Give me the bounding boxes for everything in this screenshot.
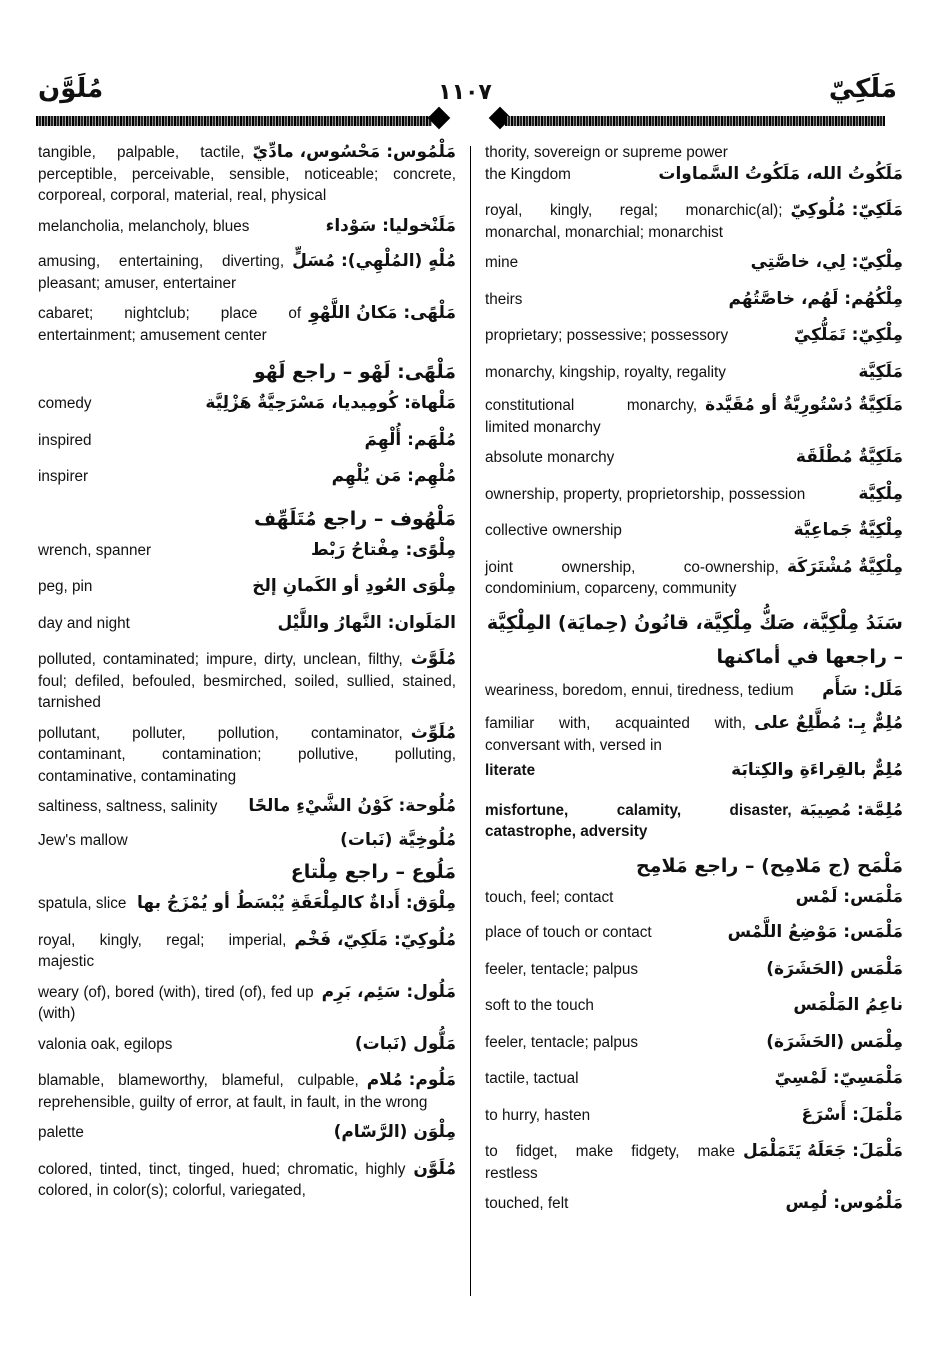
dictionary-entry <box>38 430 456 452</box>
english-definition: to hurry, hasten <box>485 1105 903 1127</box>
dictionary-entry <box>485 1105 903 1127</box>
english-definition: ownership, property, proprietorship, possession <box>485 484 903 506</box>
arabic-headword: مَلَكِيّ: مُلُوكِيّ <box>790 200 903 220</box>
arabic-headword: مَلْهاة: كُومِيديا، مَسْرَحِيَّةٌ هَزْلِيَّة <box>205 393 456 413</box>
arabic-headword: مُلُوكِيّ: مَلَكِيّ، فَخْم <box>294 929 456 950</box>
dictionary-entry <box>38 1122 456 1144</box>
english-definition: weary (of), bored (with), tired (of), fed up (with) <box>38 982 456 1025</box>
dictionary-entry <box>485 1032 903 1054</box>
arabic-headword: مَلَكُوتُ الله، مَلَكُوتُ السَّماوات <box>658 163 903 184</box>
english-definition: thority, sovereign or supreme power <box>485 144 728 161</box>
arabic-headword: مُلِمٌّ بِـ: مُطَّلِعٌ على <box>754 713 903 733</box>
dictionary-entry <box>485 557 903 600</box>
arabic-headword: مُلِمٌّ بالقِراءَةِ والكِتابَة <box>731 760 903 780</box>
dictionary-entry <box>485 447 903 469</box>
dictionary-entry <box>485 164 903 186</box>
arabic-headword: مَلَل: سَأَم <box>822 679 903 700</box>
dictionary-entry <box>485 520 903 542</box>
dictionary-entry <box>38 466 456 488</box>
dictionary-entry <box>485 849 903 883</box>
english-definition: familiar with, acquainted with, conversant with, versed in <box>485 713 903 756</box>
right-guide-word: مَلَكِيّ <box>828 74 897 104</box>
english-definition: melancholia, melancholy, blues <box>38 216 456 238</box>
english-definition: comedy <box>38 393 456 415</box>
dictionary-entry <box>38 142 456 207</box>
dictionary-entry <box>38 502 456 536</box>
arabic-headword: المَلَوان: النَّهارُ واللَّيْل <box>277 612 456 633</box>
arabic-headword: مَلْهًى: مَكانُ اللَّهْوِ <box>309 303 456 323</box>
english-definition: valonia oak, egilops <box>38 1034 456 1056</box>
dictionary-entry <box>38 216 456 238</box>
arabic-headword: مَلْمَس: مَوْضِعُ اللَّمْس <box>727 922 903 942</box>
dictionary-entry <box>38 251 456 294</box>
arabic-headword: مِلْكِيَّةٌ جَماعِيَّة <box>793 520 903 540</box>
dictionary-entry <box>485 1068 903 1090</box>
dictionary-entry <box>38 540 456 562</box>
arabic-headword: مَلَنْخوليا: سَوْداء <box>325 215 456 236</box>
arabic-headword: مَلْهُوف – راجع مُتَلَهِّف <box>254 507 456 530</box>
dictionary-entry <box>38 613 456 635</box>
dictionary-entry <box>485 680 903 702</box>
arabic-headword: مِلْكِيّ: تَمَلُّكِيّ <box>793 325 903 345</box>
arabic-headword: مَلَكِيَّةٌ دُسْتُورِيَّةٌ أو مُقَيَّدة <box>705 395 903 415</box>
arabic-headword: مَلْمَسِيّ: لَمْسِيّ <box>774 1068 903 1088</box>
english-definition: day and night <box>38 613 456 635</box>
arabic-headword: مَلُول: سَئِم، بَرِم <box>321 981 456 1002</box>
dictionary-entry <box>485 760 903 782</box>
dictionary-entry <box>485 395 903 438</box>
arabic-headword: مُلَوِّث <box>410 722 456 743</box>
english-definition: proprietary; possessive; possessory <box>485 325 903 347</box>
dictionary-entry <box>485 959 903 981</box>
dictionary-entry <box>38 796 456 818</box>
arabic-headword: مَلْهًى: لَهْو – راجع لَهْو <box>253 361 456 383</box>
english-definition: soft to the touch <box>485 995 903 1017</box>
arabic-headword: مَلْمَح (ج مَلامِح) – راجع مَلامِح <box>635 854 903 877</box>
english-definition: polluted, contaminated; impure, dirty, unclean, filthy, foul; defiled, befouled, besmirched, soiled, sullied, stained, tarnished <box>38 651 456 711</box>
dictionary-entry <box>38 1159 456 1202</box>
english-definition: constitutional monarchy, limited monarchy <box>485 395 903 438</box>
english-definition: wrench, spanner <box>38 540 456 562</box>
right-column <box>485 142 903 1215</box>
arabic-headword: مَلْمَس: لَمْس <box>795 886 903 907</box>
english-definition: touched, felt <box>485 1193 903 1215</box>
arabic-headword: مُلْهٍ (المُلْهِي): مُسَلٍّ <box>292 251 456 271</box>
arabic-headword: مِلْمَس (الحَشَرَة) <box>766 1031 903 1052</box>
arabic-headword: مَلُوم: مُلام <box>366 1070 456 1090</box>
arabic-headword: مَلُّول (نَبات) <box>354 1033 456 1054</box>
dictionary-entry <box>485 800 903 843</box>
dictionary-entry <box>485 200 903 243</box>
arabic-headword: مُلَوَّن <box>413 1158 456 1179</box>
dictionary-entry <box>485 325 903 347</box>
dictionary-entry <box>38 1070 456 1113</box>
english-definition: Jew's mallow <box>38 830 456 852</box>
arabic-headword: مُلْهِم: مَن يُلْهِم <box>331 466 456 486</box>
header-rule-left <box>36 116 432 126</box>
dictionary-entry <box>485 922 903 944</box>
english-definition: cabaret; nightclub; place of entertainment; amusement center <box>38 303 456 346</box>
arabic-headword: مَلْمُوس: مَحْسُوس، مادِّيّ <box>252 142 456 162</box>
dictionary-entry <box>485 252 903 274</box>
left-guide-word: مُلَوَّن <box>38 74 104 104</box>
english-definition: tangible, palpable, tactile, perceptible, perceivable, sensible, noticeable; concrete, corporeal, corporal, material, real, physical <box>38 144 456 204</box>
arabic-headword: مِلْكِيَّة <box>858 483 903 504</box>
dictionary-entry <box>485 362 903 384</box>
arabic-headword: مِلْكِيَّةٌ مُشْتَرَكَة <box>786 556 903 577</box>
column-divider <box>470 146 471 1296</box>
dictionary-entry <box>485 484 903 506</box>
dictionary-entry <box>38 982 456 1025</box>
arabic-headword: مُلُوخِيَّة (نَبات) <box>340 829 456 850</box>
dictionary-entry <box>38 576 456 598</box>
dictionary-entry <box>38 393 456 415</box>
arabic-headword: مِلْكُهُم: لَهُم، خاصَّتُهُم <box>728 288 903 309</box>
arabic-headword: مَلْمَس (الحَشَرَة) <box>766 958 903 979</box>
dictionary-entry <box>38 649 456 714</box>
arabic-headword: مُلِمَّة: مُصِيبَة <box>799 799 903 820</box>
dictionary-entry <box>485 1141 903 1184</box>
english-definition: collective ownership <box>485 520 903 542</box>
arabic-headword: مَلْمُوس: لُمِس <box>785 1193 903 1213</box>
english-definition: saltiness, saltness, salinity <box>38 796 456 818</box>
english-definition: amusing, entertaining, diverting, pleasant; amuser, entertainer <box>38 251 456 294</box>
dictionary-entry <box>485 887 903 909</box>
english-definition: mine <box>485 252 903 274</box>
english-definition: feeler, tentacle; palpus <box>485 959 903 981</box>
english-definition: inspired <box>38 430 456 452</box>
english-definition: colored, tinted, tinct, tinged, hued; chromatic, highly colored, in color(s); colorful, variegated, <box>38 1159 456 1202</box>
arabic-headword: مُلْهَم: أُلْهِمَ <box>364 429 456 450</box>
english-definition: blamable, blameworthy, blameful, culpable, reprehensible, guilty of error, at fault, in fault, in the wrong <box>38 1070 456 1113</box>
english-definition: peg, pin <box>38 576 456 598</box>
english-definition: weariness, boredom, ennui, tiredness, tedium <box>485 680 903 702</box>
arabic-headword: مَلُوع – راجع مِلْتاع <box>290 861 456 883</box>
english-definition: to fidget, make fidgety, make restless <box>485 1141 903 1184</box>
arabic-headword: مَلْمَلَ: أَسْرَعَ <box>801 1104 903 1125</box>
english-definition: feeler, tentacle; palpus <box>485 1032 903 1054</box>
arabic-headword: سَنَدُ مِلْكِيَّة، صَكُّ مِلْكِيَّة، قانُونُ (حِمايَة) المِلْكِيَّة – راجعها في أماكنها <box>486 611 903 668</box>
english-definition: the Kingdom <box>485 164 903 186</box>
english-definition: theirs <box>485 289 903 311</box>
english-definition: place of touch or contact <box>485 922 903 944</box>
english-definition: touch, feel; contact <box>485 887 903 909</box>
arabic-headword: مَلْمَلَ: جَعَلَهُ يَتَمَلْمَل <box>743 1141 903 1161</box>
arabic-headword: مُلُوحة: كَوْنُ الشَّيْءِ مالحًا <box>248 796 456 816</box>
arabic-headword: مَلَكِيَّةٌ مُطْلَقَة <box>795 447 903 467</box>
english-definition: absolute monarchy <box>485 447 903 469</box>
english-definition: tactile, tactual <box>485 1068 903 1090</box>
arabic-headword: مَلَكِيَّة <box>858 361 903 382</box>
english-definition: monarchy, kingship, royalty, regality <box>485 362 903 384</box>
header-rule-right <box>505 116 885 126</box>
english-definition: literate <box>485 760 903 782</box>
dictionary-entry <box>485 995 903 1017</box>
dictionary-entry <box>485 713 903 756</box>
dictionary-entry <box>485 1193 903 1215</box>
dictionary-entry <box>38 303 456 346</box>
dictionary-entry <box>38 723 456 788</box>
dictionary-entry <box>485 289 903 311</box>
page-number: ١١٠٧ <box>438 80 492 105</box>
dictionary-entry <box>485 606 903 674</box>
dictionary-entry <box>38 1034 456 1056</box>
dictionary-entry <box>38 355 456 389</box>
english-definition: misfortune, calamity, disaster, catastrophe, adversity <box>485 800 903 843</box>
dictionary-entry <box>38 893 456 915</box>
arabic-headword: مِلْكِيّ: لِي، خاصَّتِي <box>750 252 903 272</box>
arabic-headword: مُلَوَّث <box>410 649 456 669</box>
dictionary-entry <box>38 830 456 852</box>
arabic-headword: مِلْوَن (الرَّسّام) <box>333 1122 456 1142</box>
left-column <box>38 142 456 1202</box>
english-definition: pollutant, polluter, pollution, contaminator, contaminant, contamination; pollutive, polluting, contaminative, contaminating <box>38 724 456 785</box>
english-definition: royal, kingly, regal; imperial, majestic <box>38 930 456 973</box>
arabic-headword: مِلْوَق: أَداةٌ كالمِلْعَقَةِ يُبْسَطُ أو يُمْزَجُ بها <box>137 893 456 913</box>
dictionary-entry <box>38 855 456 889</box>
arabic-headword: ناعِمُ المَلْمَس <box>793 995 903 1015</box>
english-definition: spatula, slice <box>38 893 456 915</box>
english-definition: royal, kingly, regal; monarchic(al); monarchal, monarchial; monarchist <box>485 200 903 243</box>
arabic-headword: مِلْوًى: مِفْتاحُ رَبْط <box>310 539 456 560</box>
english-definition: palette <box>38 1122 456 1144</box>
dictionary-entry <box>485 142 903 164</box>
arabic-headword: مِلْوَى العُودِ أو الكَمانِ إلخ <box>252 576 456 596</box>
english-definition: joint ownership, co-ownership, condominium, coparceny, community <box>485 557 903 600</box>
dictionary-entry <box>38 930 456 973</box>
english-definition: inspirer <box>38 466 456 488</box>
